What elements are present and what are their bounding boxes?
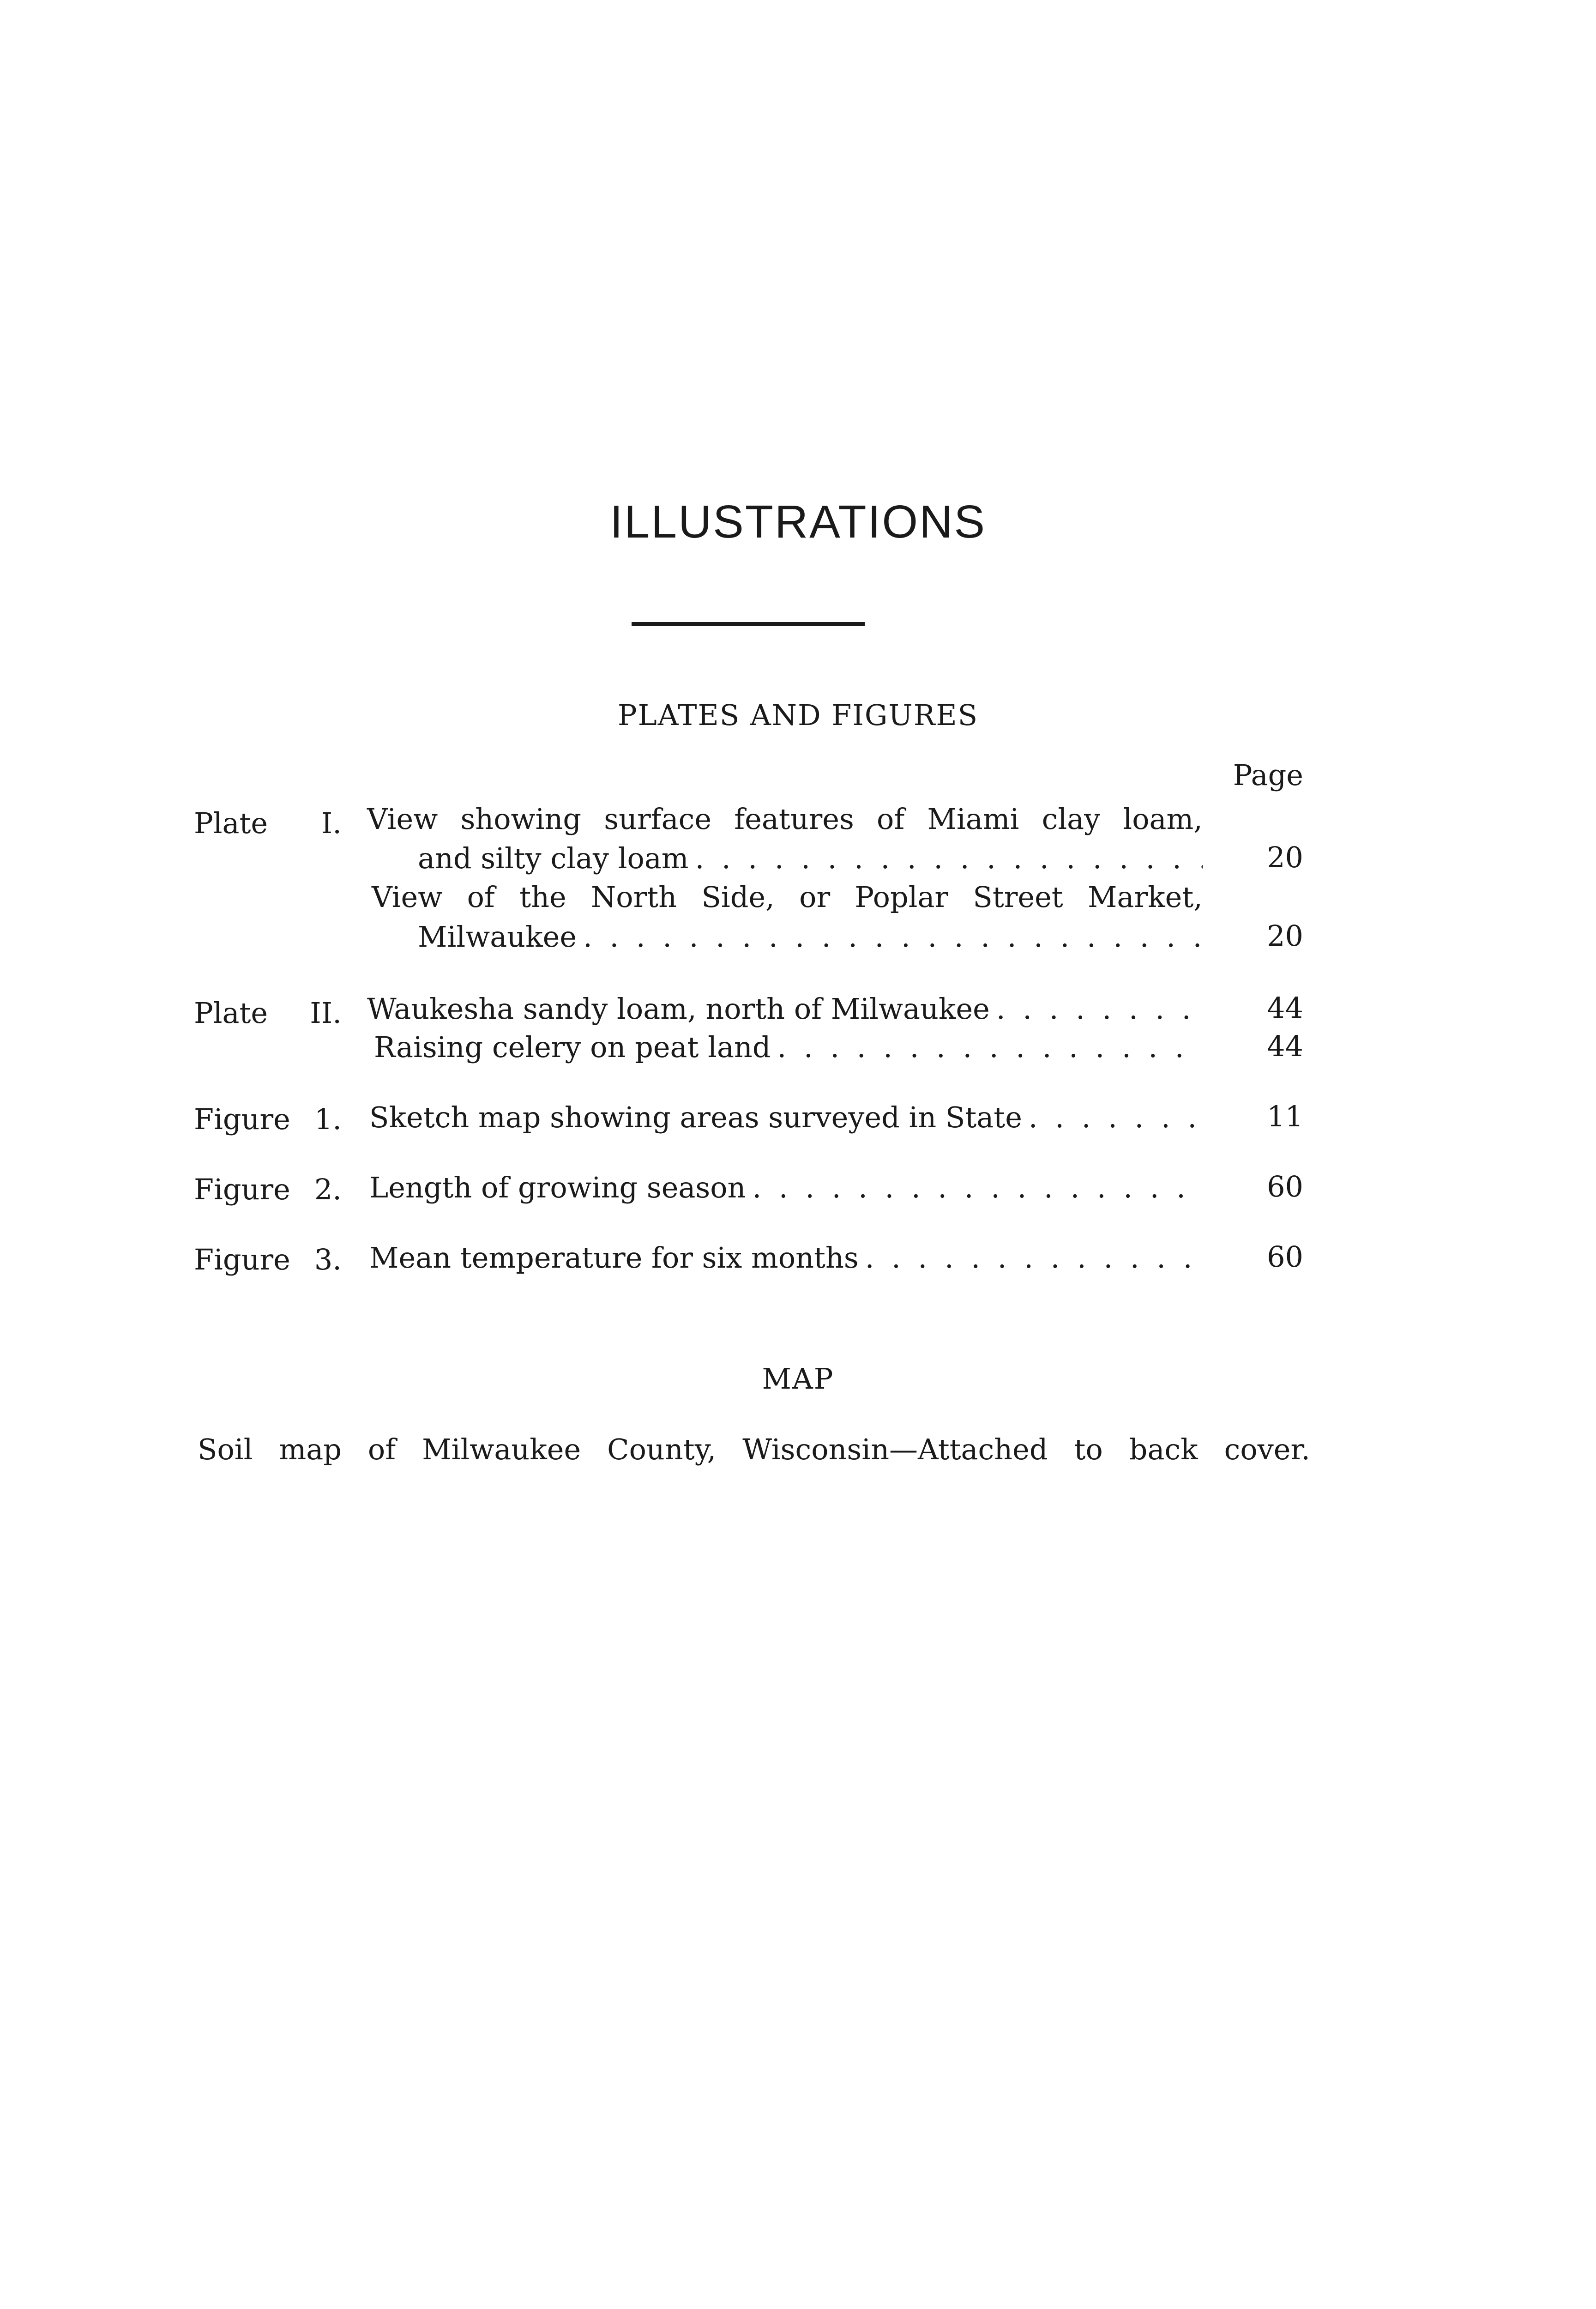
- map-entry: Soil map of Milwaukee County, Wisconsin—Attached to back cover.: [198, 1433, 1310, 1466]
- entry-text: Raising celery on peat land: [374, 1030, 771, 1064]
- entry-text-line-leader: [418, 920, 1203, 954]
- entry-text: Waukesha sandy loam, north of Milwaukee: [367, 992, 990, 1026]
- entry-text-line-leader: [418, 841, 1203, 875]
- map-heading: MAP: [762, 1362, 834, 1396]
- entry-kind: Figure: [194, 1102, 290, 1136]
- dot-leader: [583, 923, 1203, 951]
- entry-number: 1.: [314, 1102, 342, 1136]
- entry-text-line: View of the North Side, or Poplar Street Market,: [372, 880, 1203, 914]
- plates-heading: PLATES AND FIGURES: [617, 698, 979, 732]
- entry-number: 2.: [314, 1173, 342, 1206]
- dot-leader: [777, 1033, 1203, 1062]
- dot-leader: [1029, 1103, 1203, 1132]
- entry-number: 3.: [314, 1243, 342, 1276]
- entry-text: and silty clay loam: [418, 841, 689, 875]
- entry-number: II.: [310, 996, 342, 1030]
- entry-text-line-leader: [369, 1241, 1203, 1275]
- page-number: 60: [1267, 1240, 1303, 1274]
- entry-text-line-leader: [369, 1173, 1203, 1202]
- page-number: 20: [1267, 919, 1303, 953]
- entry-kind: Plate: [194, 806, 268, 840]
- entry-kind: Plate: [194, 996, 268, 1030]
- page-number: 20: [1267, 840, 1303, 874]
- page-number: 60: [1267, 1170, 1303, 1203]
- entry-text: Mean temperature for six months: [369, 1241, 859, 1275]
- page-number: 44: [1267, 991, 1303, 1025]
- entry-kind: Figure: [194, 1243, 290, 1276]
- entry-number: I.: [321, 806, 342, 840]
- entry-text: Milwaukee: [418, 920, 577, 954]
- page-column-heading: Page: [1233, 758, 1303, 792]
- dot-leader: [695, 844, 1203, 873]
- dot-leader: [996, 995, 1203, 1023]
- entry-text-line-leader: [367, 992, 1203, 1026]
- title-rule: [632, 622, 865, 626]
- entry-text: Length of growing season: [369, 1171, 746, 1204]
- page-number: 44: [1267, 1029, 1303, 1063]
- entry-text-line: View showing surface features of Miami clay loam,: [367, 802, 1203, 836]
- page-title: ILLUSTRATIONS: [609, 496, 987, 548]
- entry-text-line-leader: [374, 1030, 1203, 1064]
- entry-text-line-leader: [369, 1100, 1203, 1134]
- dot-leader: [752, 1173, 1203, 1202]
- page-number: 11: [1267, 1100, 1303, 1133]
- entry-text: Sketch map showing areas surveyed in State: [369, 1100, 1022, 1134]
- dot-leader: [865, 1244, 1203, 1272]
- entry-kind: Figure: [194, 1173, 290, 1206]
